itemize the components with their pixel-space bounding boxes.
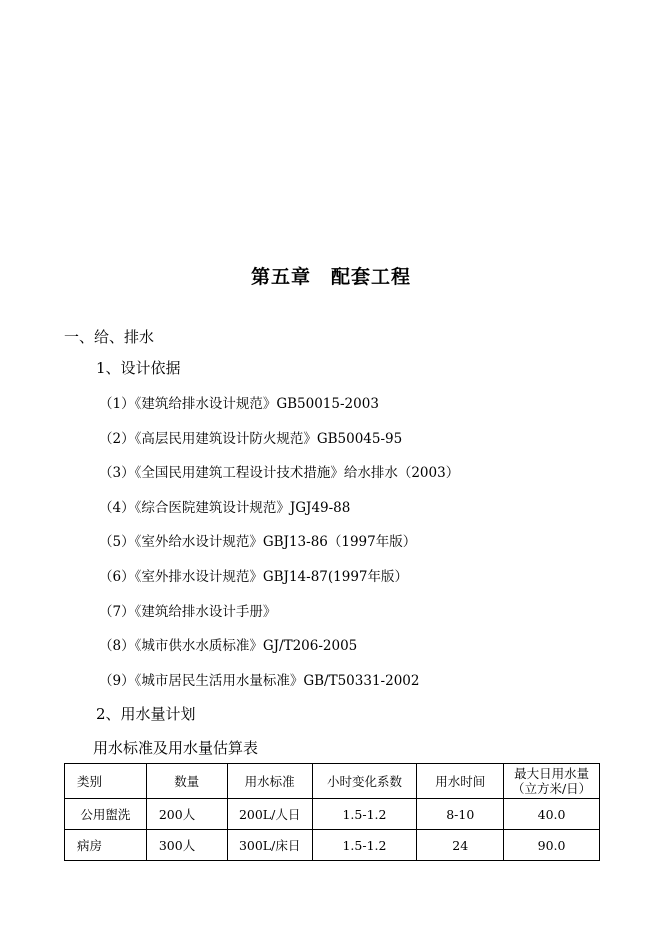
cell-usage-time: 24 bbox=[417, 830, 504, 861]
header-quantity: 数量 bbox=[146, 764, 227, 799]
section-heading: 一、给、排水 bbox=[64, 328, 155, 346]
subsection-water-plan: 2、用水量计划 bbox=[96, 705, 196, 723]
reference-item: （6）《室外排水设计规范》GBJ14-87(1997年版） bbox=[99, 569, 408, 585]
table-row bbox=[65, 830, 600, 861]
cell-max-daily: 40.0 bbox=[504, 799, 600, 830]
table-row bbox=[65, 799, 600, 830]
cell-quantity: 300人 bbox=[146, 830, 227, 861]
reference-item: （8）《城市供水水质标准》GJ/T206-2005 bbox=[99, 638, 358, 654]
cell-quantity: 200人 bbox=[146, 799, 227, 830]
cell-hourly-coefficient: 1.5-1.2 bbox=[312, 830, 417, 861]
header-category: 类别 bbox=[65, 764, 147, 799]
chapter-title: 第五章 配套工程 bbox=[250, 266, 411, 288]
cell-hourly-coefficient: 1.5-1.2 bbox=[312, 799, 417, 830]
subsection-design-basis: 1、设计依据 bbox=[96, 359, 181, 377]
cell-usage-time: 8-10 bbox=[417, 799, 504, 830]
reference-item: （1）《建筑给排水设计规范》GB50015-2003 bbox=[99, 396, 379, 412]
reference-item: （5）《室外给水设计规范》GBJ13-86（1997年版） bbox=[99, 534, 417, 550]
cell-standard: 300L/床日 bbox=[227, 830, 312, 861]
cell-max-daily: 90.0 bbox=[504, 830, 600, 861]
cell-category: 病房 bbox=[65, 830, 147, 861]
table-header-row bbox=[65, 764, 600, 799]
reference-item: （4）《综合医院建筑设计规范》JGJ49-88 bbox=[99, 500, 351, 516]
table-caption: 用水标准及用水量估算表 bbox=[93, 739, 259, 757]
reference-item: （9）《城市居民生活用水量标准》GB/T50331-2002 bbox=[99, 673, 420, 689]
header-usage-time: 用水时间 bbox=[417, 764, 504, 799]
cell-category: 公用盥洗 bbox=[65, 799, 147, 830]
header-max-daily-line1: 最大日用水量 bbox=[514, 766, 590, 781]
header-max-daily bbox=[504, 764, 600, 799]
reference-item: （7）《建筑给排水设计手册》 bbox=[99, 604, 277, 620]
cell-standard: 200L/人日 bbox=[227, 799, 312, 830]
header-standard: 用水标准 bbox=[227, 764, 312, 799]
reference-item: （2）《高层民用建筑设计防火规范》GB50045-95 bbox=[99, 431, 403, 447]
reference-item: （3）《全国民用建筑工程设计技术措施》给水排水（2003） bbox=[99, 465, 460, 481]
header-max-daily-line2: （立方米/日） bbox=[511, 781, 592, 796]
header-hourly-coefficient: 小时变化系数 bbox=[312, 764, 417, 799]
water-usage-table bbox=[64, 763, 600, 861]
